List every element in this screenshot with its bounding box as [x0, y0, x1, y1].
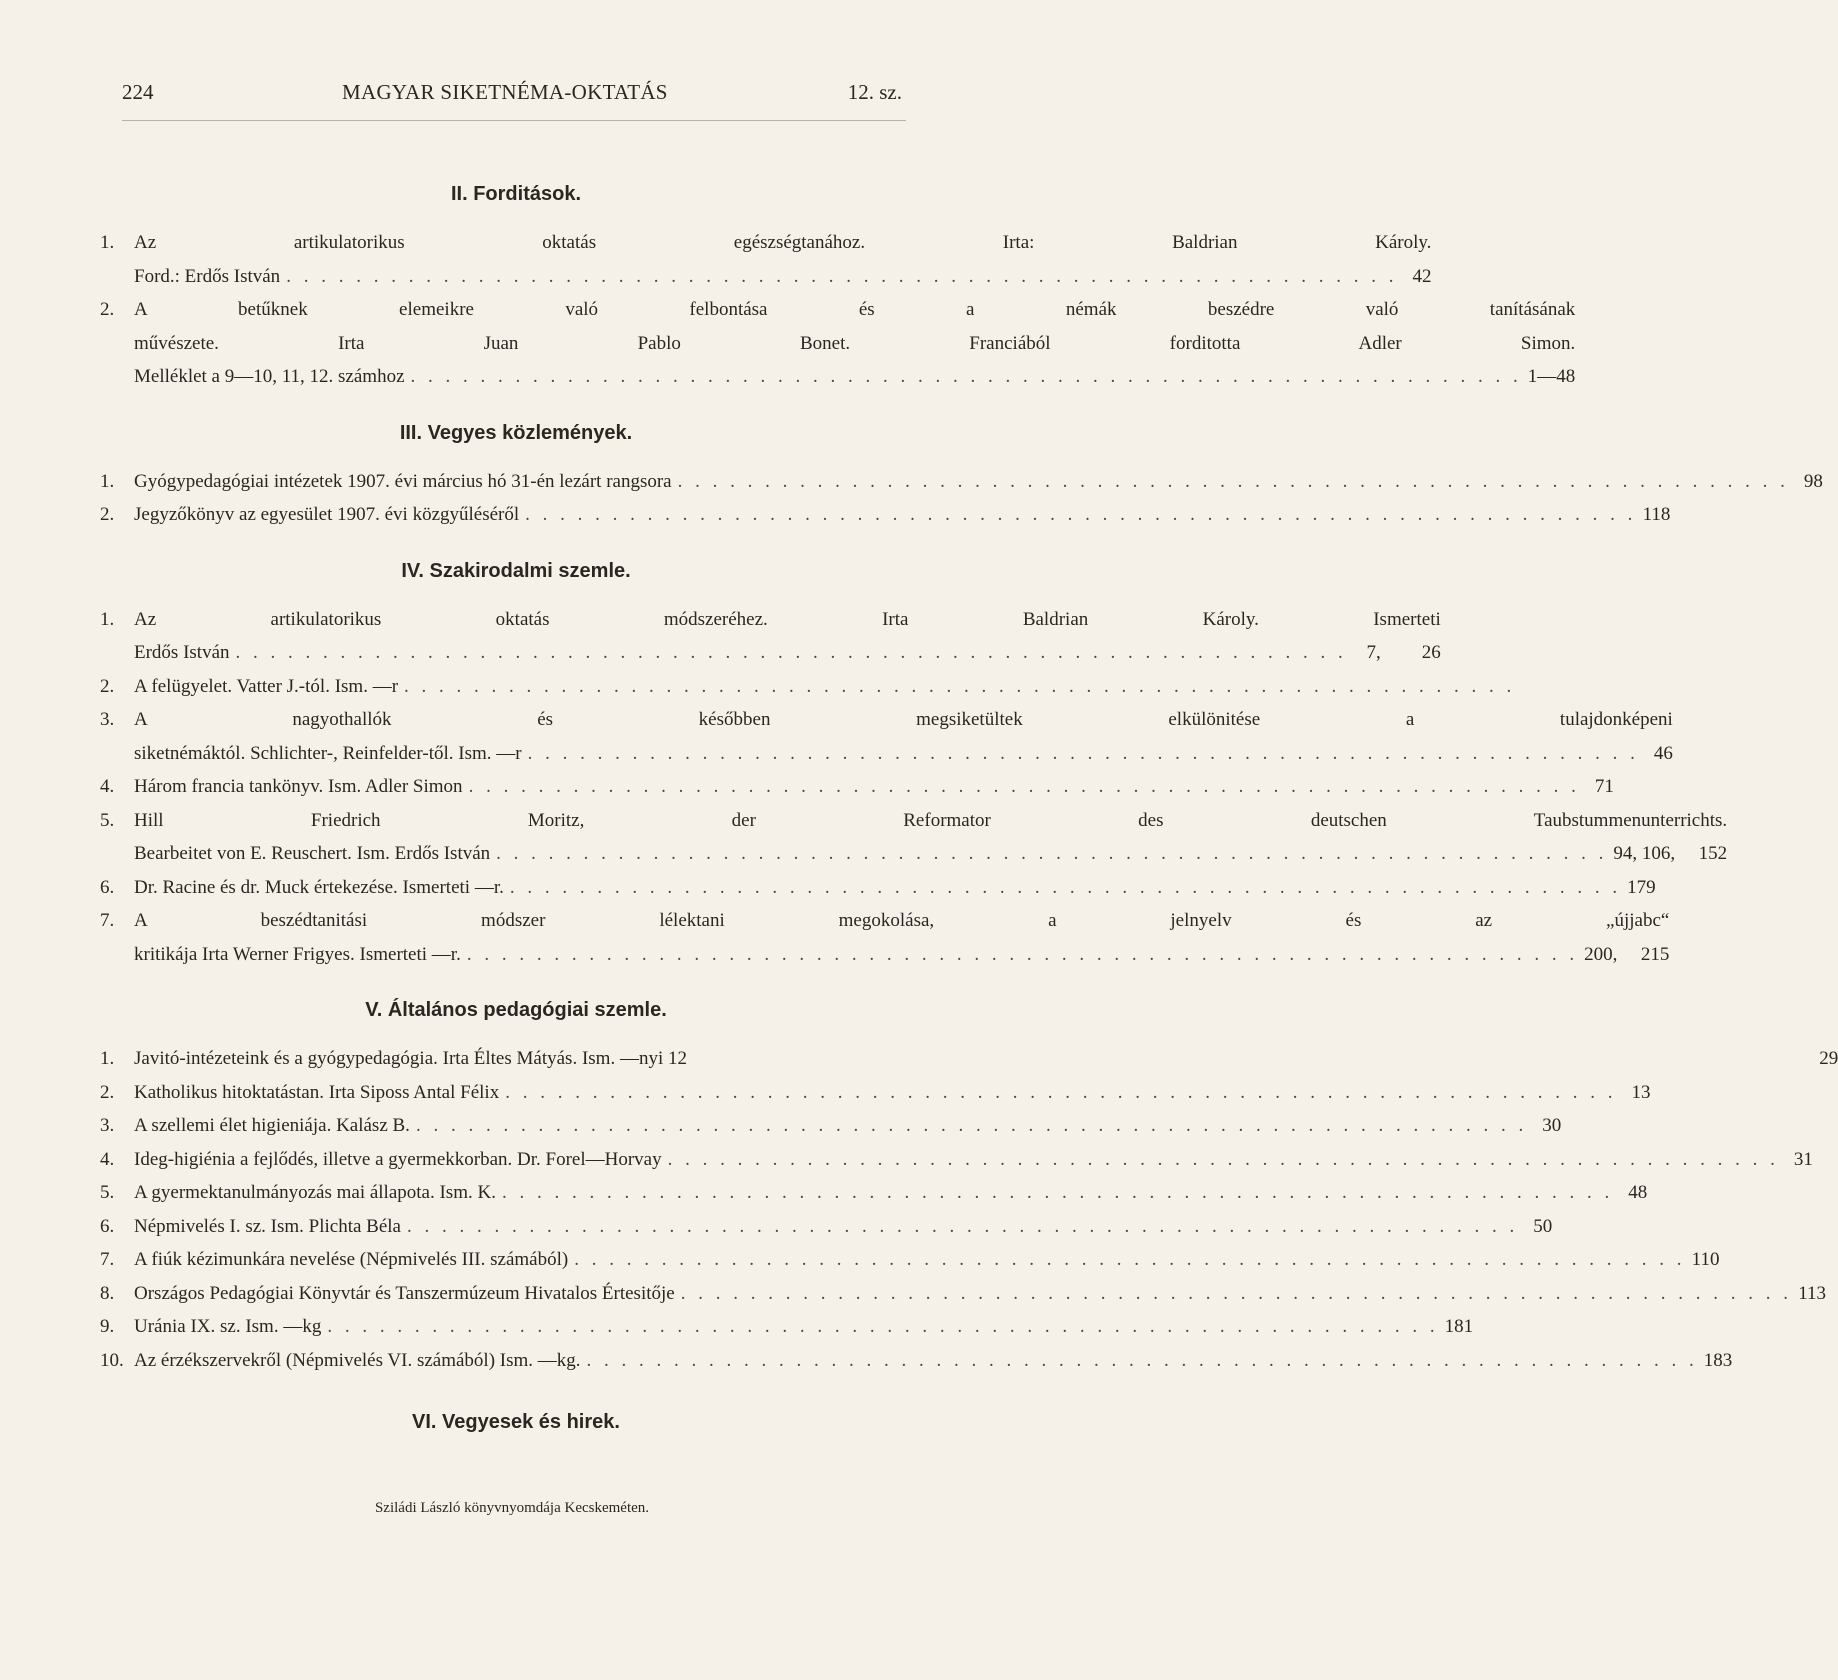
dot-leader	[467, 938, 1578, 972]
item-number: 10.	[100, 1349, 124, 1371]
item-text: Javitó-intézeteink és a gyógypedagógia. Irta Éltes Mátyás. Ism. —nyi 12	[134, 1048, 687, 1069]
item-text: A felügyelet. Vatter J.-tól. Ism. —r	[134, 675, 399, 697]
item-text: Uránia IX. sz. Ism. —kg	[134, 1316, 322, 1337]
list-item	[100, 226, 1432, 293]
dot-leader	[678, 465, 1789, 499]
page-ref: 215	[1640, 943, 1670, 965]
item-text: Melléklet a 9—10, 11, 12. számhoz	[134, 366, 405, 387]
list-item	[100, 1109, 1562, 1143]
page-ref: 118	[1642, 504, 1671, 525]
dot-leader	[286, 260, 1397, 294]
item-text: Az artikulatorikus oktatás módszeréhez. Irta Baldrian Károly. Ismerteti	[134, 608, 1441, 630]
list-item	[100, 1310, 1474, 1344]
page-ref: 50	[1533, 1215, 1553, 1237]
running-header	[122, 80, 902, 120]
item-text: siketnémáktól. Schlichter-, Reinfelder-től. Ism. —r	[134, 742, 522, 764]
dot-leader	[681, 1277, 1792, 1311]
list-item	[100, 1042, 1838, 1076]
dot-leader	[496, 837, 1607, 871]
item-text: Gyógypedagógiai intézetek 1907. évi március hó 31-én lezárt rangsora	[134, 470, 672, 492]
list-item	[100, 1243, 1720, 1277]
page-ref: 29	[1819, 1048, 1838, 1069]
page-ref: 71	[1594, 776, 1614, 797]
page-ref: 48	[1628, 1182, 1648, 1203]
item-text: Katholikus hitoktatástan. Irta Siposs Antal Félix	[134, 1081, 500, 1103]
dot-leader	[411, 360, 1522, 394]
page-number: 224	[122, 80, 154, 104]
page-ref: 113	[1798, 1282, 1826, 1304]
section-title: III. Vegyes közlemények.	[399, 421, 633, 444]
item-number: 5.	[100, 809, 115, 831]
item-number: 1.	[100, 1048, 115, 1069]
dot-leader	[416, 1109, 1527, 1143]
page-ref: 13	[1631, 1081, 1651, 1103]
journal-title: MAGYAR SIKETNÉMA-OKTATÁS	[342, 80, 668, 104]
item-text: Az artikulatorikus oktatás egészségtanához. Irta: Baldrian Károly.	[134, 232, 1432, 253]
dot-leader	[404, 670, 1515, 704]
item-number: 4.	[100, 776, 115, 797]
page-ref: 183	[1703, 1349, 1733, 1371]
list-item	[100, 1143, 1813, 1177]
item-number: 8.	[100, 1282, 115, 1304]
list-item	[100, 703, 1673, 770]
item-number: 7.	[100, 910, 115, 931]
item-text: A beszédtanitási módszer lélektani megokolása, a jelnyelv és az „újjabc“	[134, 910, 1670, 931]
page-ref: 110	[1691, 1249, 1720, 1270]
item-text: Népmivelés I. sz. Ism. Plichta Béla	[134, 1215, 401, 1237]
page-ref: 94, 106,	[1613, 843, 1676, 864]
list-item	[100, 1277, 1826, 1311]
issue-number: 12. sz.	[847, 80, 902, 104]
page-ref: 7,	[1366, 642, 1381, 663]
list-item	[100, 871, 1656, 905]
dot-leader	[505, 1076, 1616, 1110]
printer-imprint: Sziládi László könyvnyomdája Kecskeméten.	[374, 1500, 650, 1516]
item-number: 2.	[100, 675, 115, 697]
item-number: 7.	[100, 1249, 115, 1270]
item-number: 2.	[100, 504, 115, 525]
page-ref: 26	[1421, 642, 1441, 663]
item-text: Dr. Racine és dr. Muck értekezése. Ismerteti —r.	[134, 876, 504, 898]
list-item	[100, 1344, 1733, 1378]
list-item	[100, 770, 1614, 804]
dot-leader	[469, 770, 1580, 804]
item-number: 2.	[100, 299, 115, 320]
item-text: művészete. Irta Juan Pablo Bonet. Franciából forditotta Adler Simon.	[134, 332, 1576, 354]
page-ref: 200,	[1584, 943, 1618, 965]
page-ref: 30	[1542, 1115, 1562, 1136]
list-item	[100, 498, 1671, 532]
dot-leader	[502, 1176, 1613, 1210]
section-title: VI. Vegyesek és hirek.	[412, 1411, 620, 1433]
item-text: A szellemi élet higieniája. Kalász B.	[134, 1115, 410, 1136]
item-text: A gyermektanulmányozás mai állapota. Ism. K.	[134, 1182, 496, 1203]
list-item	[100, 670, 932, 704]
item-text: Hill Friedrich Moritz, der Reformator des deutschen Taubstummenunterrichts.	[134, 809, 1728, 831]
item-text: Erdős István	[134, 642, 230, 663]
dot-leader	[528, 737, 1639, 771]
header-rule	[122, 120, 906, 121]
dot-leader	[407, 1210, 1518, 1244]
item-text: Ford.: Erdős István	[134, 265, 281, 287]
item-number: 6.	[100, 876, 115, 898]
list-item	[100, 1076, 1651, 1110]
item-text: Az érzékszervekről (Népmivelés VI. számából) Ism. —kg.	[134, 1349, 581, 1371]
page-ref: 31	[1793, 1148, 1813, 1170]
page-ref: 1—48	[1527, 366, 1576, 387]
item-number: 9.	[100, 1316, 115, 1337]
item-text: Országos Pedagógiai Könyvtár és Tanszermúzeum Hivatalos Értesitője	[134, 1282, 675, 1304]
page-ref: 42	[1412, 265, 1432, 287]
dot-leader	[668, 1143, 1779, 1177]
item-text: Három francia tankönyv. Ism. Adler Simon	[134, 776, 463, 797]
section-title: V. Általános pedagógiai szemle.	[365, 999, 667, 1021]
list-item	[100, 804, 1728, 871]
dot-leader	[587, 1344, 1698, 1378]
dot-leader	[327, 1310, 1438, 1344]
section-title: IV. Szakirodalmi szemle.	[401, 559, 631, 582]
list-item	[100, 293, 1576, 394]
item-number: 1.	[100, 470, 115, 492]
item-number: 4.	[100, 1148, 115, 1170]
dot-leader	[525, 498, 1636, 532]
item-text: kritikája Irta Werner Frigyes. Ismerteti —r.	[134, 943, 461, 965]
section-title: II. Forditások.	[450, 183, 582, 205]
page-ref: 181	[1444, 1316, 1474, 1337]
list-item	[100, 904, 1670, 971]
dot-leader	[574, 1243, 1685, 1277]
item-number: 2.	[100, 1081, 115, 1103]
item-text: Jegyzőkönyv az egyesület 1907. évi közgyűléséről	[134, 504, 520, 525]
page-ref: 179	[1627, 876, 1656, 898]
item-text: Ideg-higiénia a fejlődés, illetve a gyermekkorban. Dr. Forel—Horvay	[134, 1148, 662, 1170]
item-number: 3.	[100, 1115, 115, 1136]
item-text: A fiúk kézimunkára nevelése (Népmivelés III. számából)	[134, 1249, 569, 1270]
list-item	[100, 465, 1823, 499]
table-of-contents	[100, 175, 1838, 1454]
list-item	[100, 603, 1441, 670]
list-item	[100, 1176, 1648, 1210]
page-ref: 98	[1803, 470, 1823, 492]
page-ref: 46	[1653, 742, 1673, 764]
item-number: 1.	[100, 608, 115, 630]
list-item	[100, 1210, 1553, 1244]
dot-leader	[236, 636, 1347, 670]
item-text: A nagyothallók és későbben megsiketültek elkülönitése a tulajdonképeni	[134, 709, 1673, 730]
item-number: 1.	[100, 232, 115, 253]
item-number: 3.	[100, 709, 115, 730]
item-text: A betűknek elemeikre való felbontása és a némák beszédre való tanításának	[134, 299, 1576, 320]
item-number: 6.	[100, 1215, 115, 1237]
item-number: 5.	[100, 1182, 115, 1203]
item-text: Bearbeitet von E. Reuschert. Ism. Erdős István	[134, 843, 491, 864]
page-ref: 152	[1698, 843, 1728, 864]
dot-leader	[510, 871, 1621, 905]
